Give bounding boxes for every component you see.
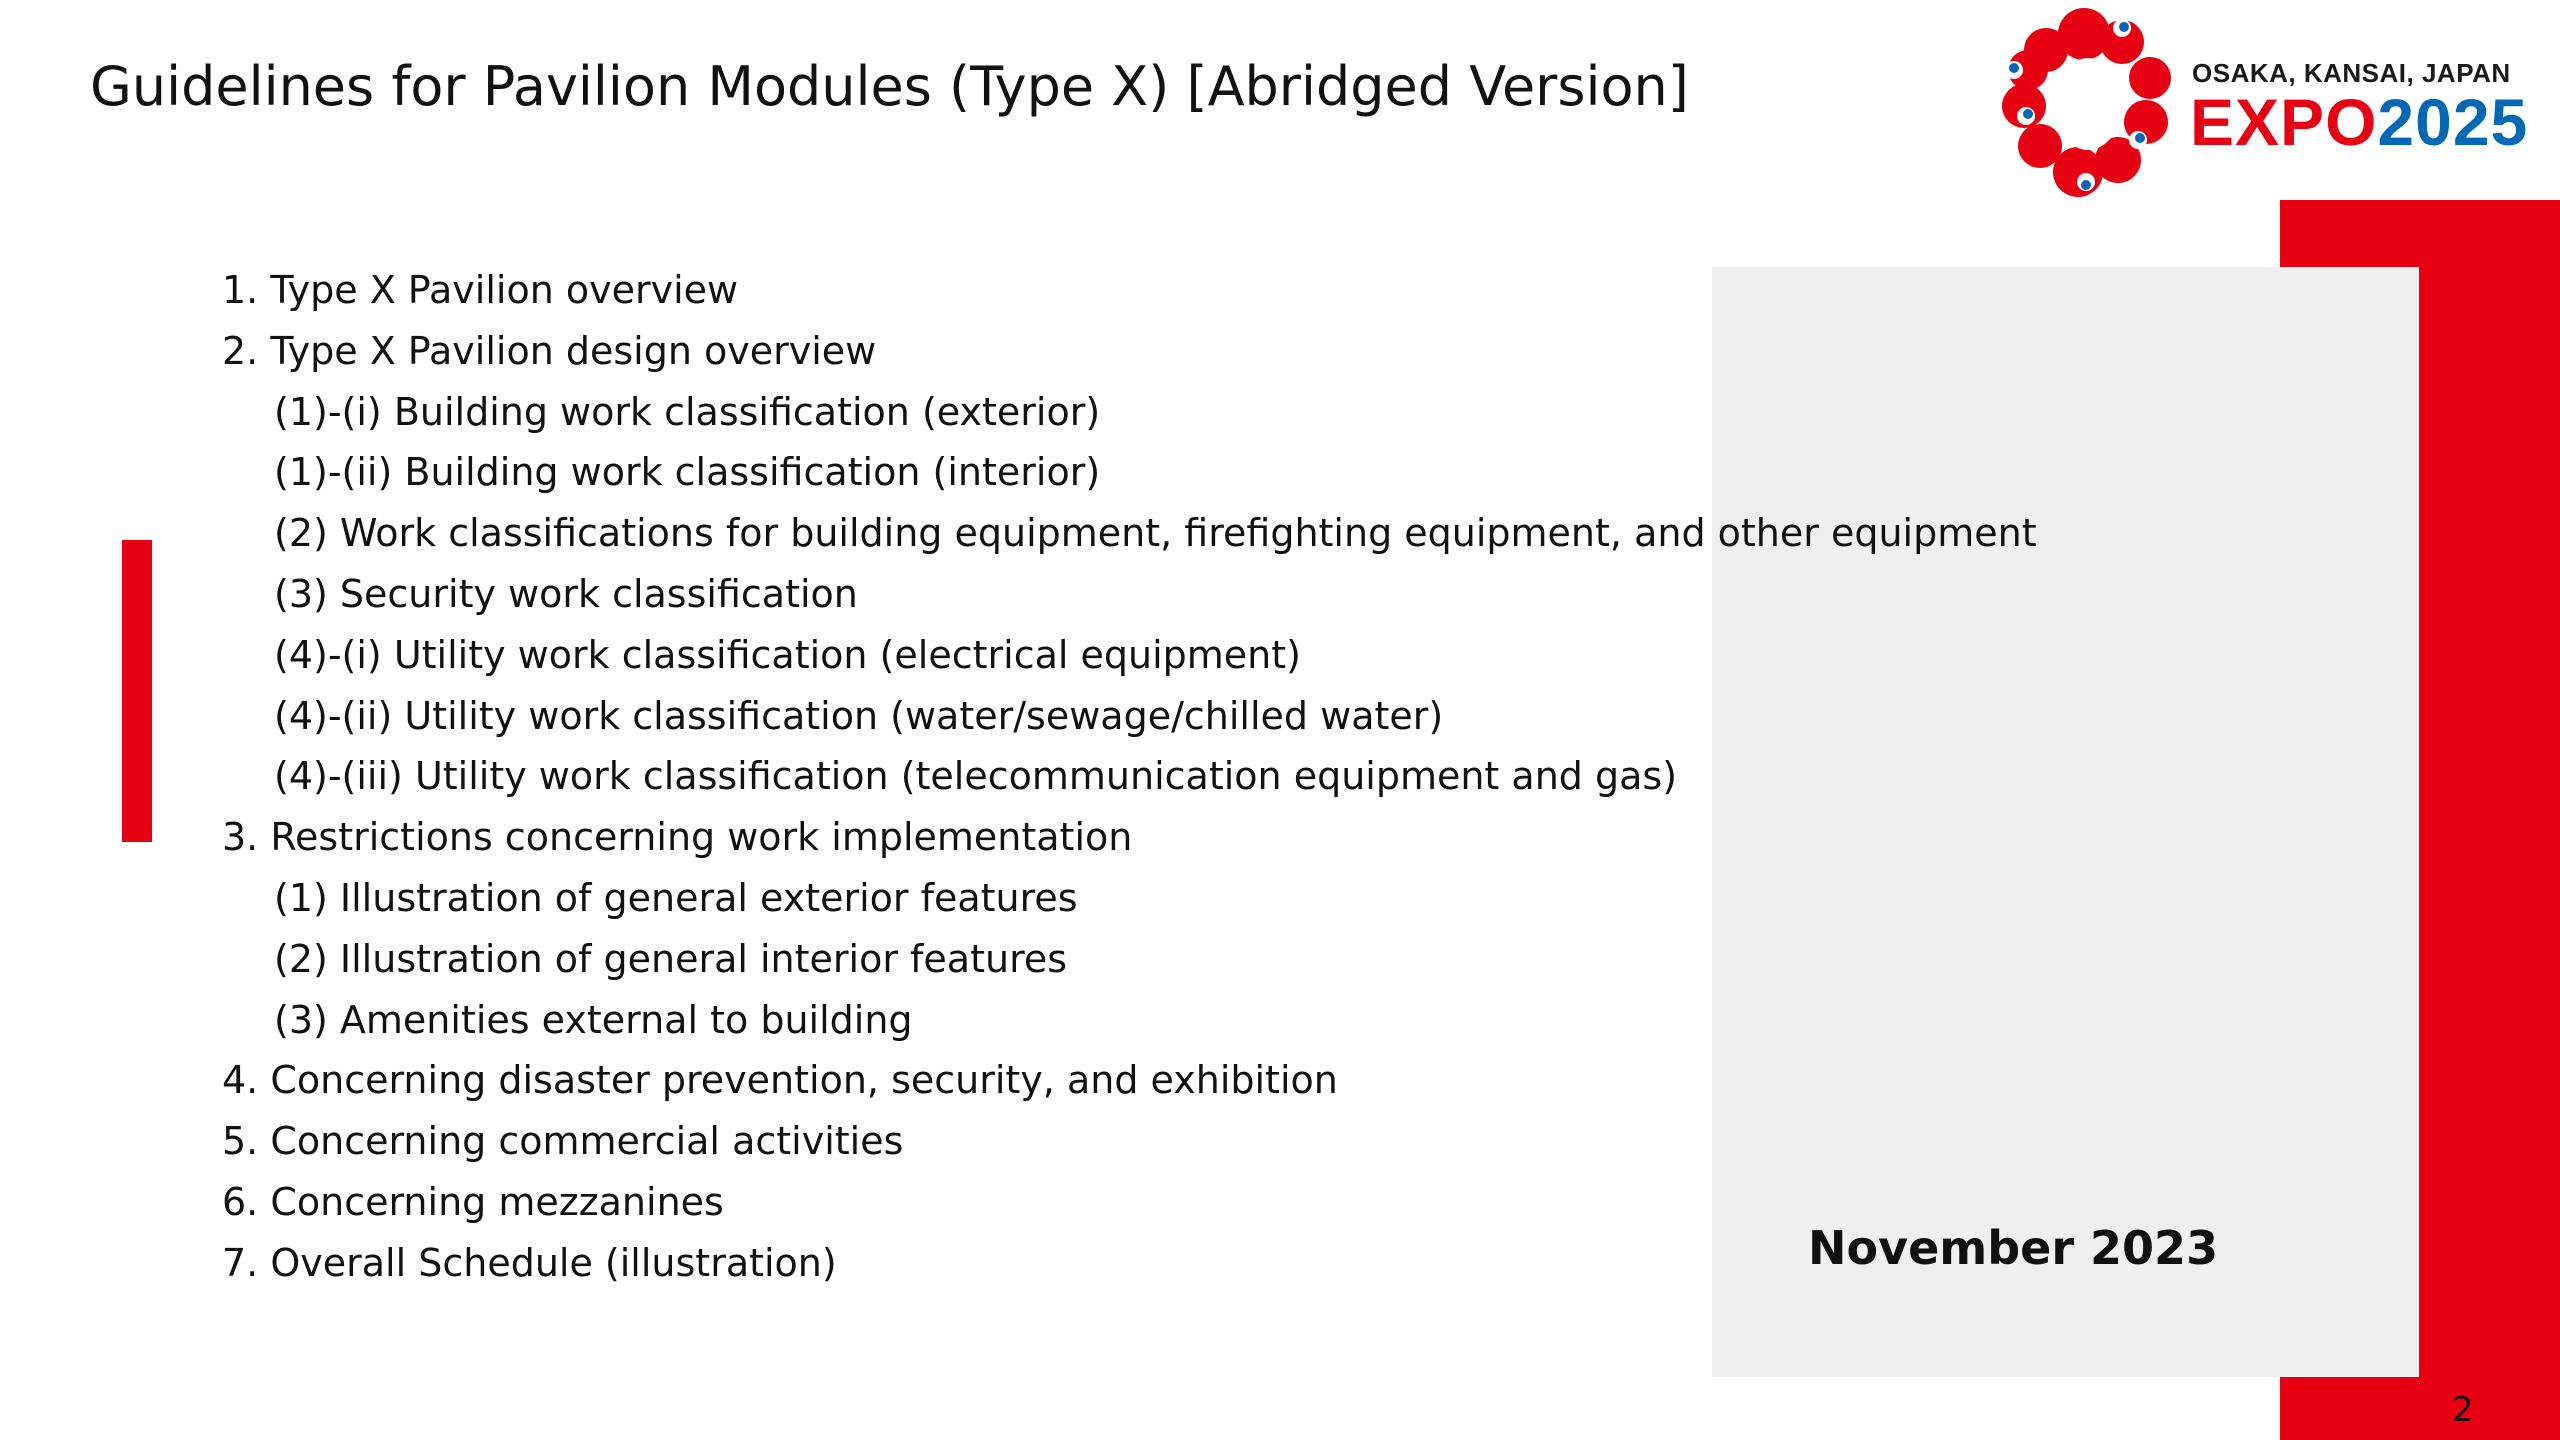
toc-item: 5. Concerning commercial activities bbox=[222, 1119, 904, 1164]
toc-subitem: (3) Security work classification bbox=[274, 571, 858, 616]
red-accent-bar-left bbox=[122, 540, 152, 842]
slide-title: Guidelines for Pavilion Modules (Type X) [Abridged Version] bbox=[90, 55, 1689, 118]
table-of-contents bbox=[222, 260, 2037, 1294]
logo-wordmark bbox=[2190, 84, 2528, 160]
toc-item: 1. Type X Pavilion overview bbox=[222, 268, 739, 312]
toc-subitem: (1) Illustration of general exterior features bbox=[274, 875, 1078, 920]
toc-item: 7. Overall Schedule (illustration) bbox=[222, 1240, 837, 1285]
document-date: November 2023 bbox=[1808, 1221, 2219, 1275]
logo-expo-text: EXPO bbox=[2190, 85, 2378, 159]
toc-subitem: (4)-(i) Utility work classification (electrical equipment) bbox=[274, 632, 1301, 677]
page-number: 2 bbox=[2452, 1390, 2474, 1430]
logo-year-text: 2025 bbox=[2377, 85, 2529, 159]
toc-item: 3. Restrictions concerning work implementation bbox=[222, 815, 1133, 860]
toc-subitem: (2) Work classifications for building equipment, firefighting equipment, and other equipment bbox=[274, 511, 2037, 556]
toc-subitem: (4)-(iii) Utility work classification (telecommunication equipment and gas) bbox=[274, 754, 1678, 799]
expo-logo bbox=[1998, 8, 2558, 198]
toc-item: 4. Concerning disaster prevention, security, and exhibition bbox=[222, 1058, 1338, 1103]
toc-subitem: (2) Illustration of general interior features bbox=[274, 936, 1068, 981]
toc-item: 6. Concerning mezzanines bbox=[222, 1179, 724, 1224]
toc-subitem: (3) Amenities external to building bbox=[274, 997, 913, 1042]
toc-subitem: (1)-(ii) Building work classification (interior) bbox=[274, 450, 1101, 495]
toc-item: 2. Type X Pavilion design overview bbox=[222, 328, 877, 373]
expo-logo-icon bbox=[1998, 8, 2174, 198]
toc-subitem: (4)-(ii) Utility work classification (water/sewage/chilled water) bbox=[274, 693, 1444, 738]
toc-subitem: (1)-(i) Building work classification (exterior) bbox=[274, 389, 1101, 434]
logo-subtitle: OSAKA, KANSAI, JAPAN bbox=[2192, 58, 2511, 88]
